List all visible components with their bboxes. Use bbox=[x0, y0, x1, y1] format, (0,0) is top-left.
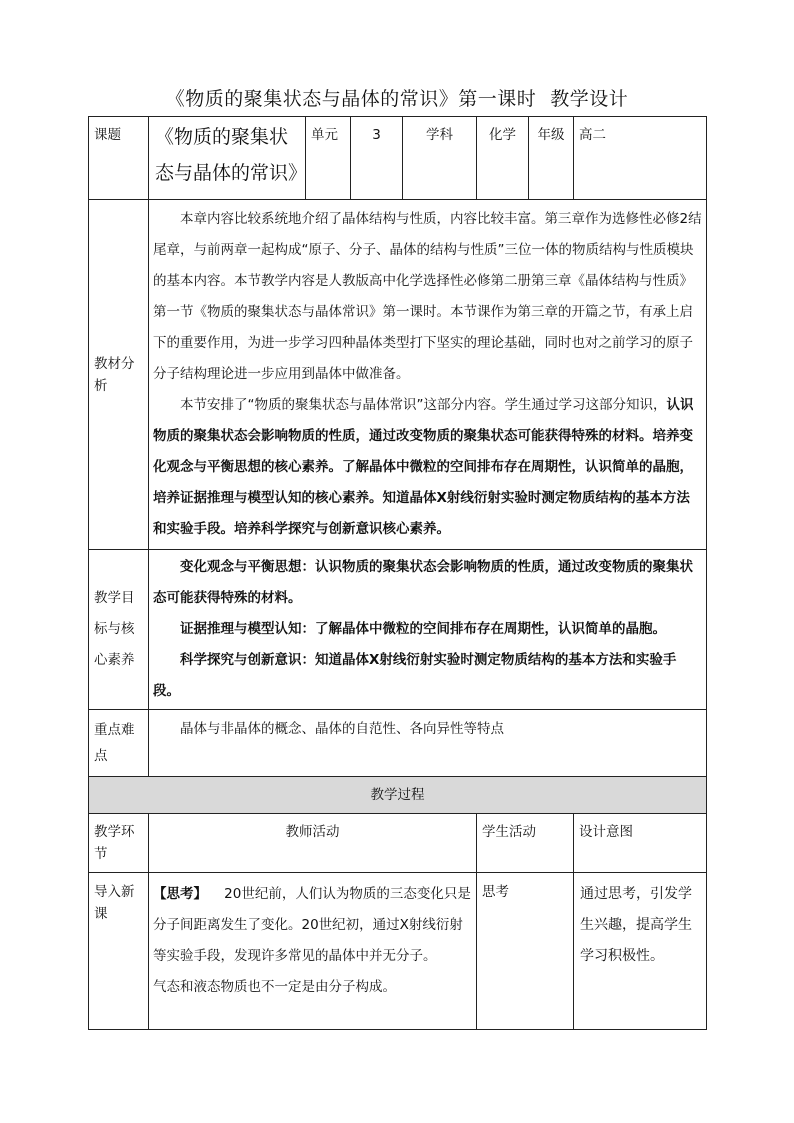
analysis-row bbox=[89, 200, 707, 550]
unit-value: 3 bbox=[372, 127, 381, 143]
label-subject: 学科 bbox=[426, 127, 454, 143]
lesson-plan-table bbox=[88, 116, 707, 1030]
key-text: 晶体与非晶体的概念、晶体的自范性、各向异性等特点 bbox=[180, 721, 504, 737]
header-row bbox=[89, 117, 707, 200]
analysis-para-2-bold: 认识物质的聚集状态会影响物质的性质，通过改变物质的聚集状态可能获得特殊的材料。培养变化观念与平衡思想的核心素养。了解晶体中微粒的空间排布存在周期性，认识简单的晶胞，培养证据推理与模型认知的核心素养。知道晶体X射线衍射实验时测定物质结构的基本方法和实验手段。培养科学探究与创新意识核心素养。 bbox=[153, 397, 694, 537]
process-title-row bbox=[89, 777, 707, 814]
label-unit: 单元 bbox=[311, 127, 339, 143]
goal-3: 科学探究与创新意识：知道晶体X射线衍射实验时测定物质结构的基本方法和实验手段。 bbox=[153, 652, 677, 699]
analysis-para-2-lead: 本节安排了“物质的聚集状态与晶体常识”这部分内容。学生通过学习这部分知识， bbox=[180, 397, 667, 413]
label-topic: 课题 bbox=[94, 127, 121, 143]
design-intent: 通过思考，引发学生兴趣，提高学生学习积极性。 bbox=[580, 886, 693, 964]
label-analysis: 教材分析 bbox=[94, 355, 135, 394]
label-goals: 教学目标与核心素养 bbox=[94, 590, 135, 668]
goal-1: 变化观念与平衡思想：认识物质的聚集状态会影响物质的性质，通过改变物质的聚集状态可能获得特殊的材料。 bbox=[153, 559, 693, 606]
think-tag: 【思考】 bbox=[153, 886, 207, 902]
stage-value: 导入新课 bbox=[94, 884, 135, 922]
col-teacher: 教师活动 bbox=[285, 824, 340, 840]
key-row bbox=[89, 710, 707, 777]
process-row bbox=[89, 873, 707, 1030]
process-header-row bbox=[89, 814, 707, 873]
teacher-text-1: 20世纪前，人们认为物质的三态变化只是分子间距离发生了变化。20世纪初，通过X射线衍射等实验手段，发现许多常见的晶体中并无分子。 bbox=[153, 886, 471, 964]
label-key: 重点难点 bbox=[94, 722, 135, 764]
label-grade: 年级 bbox=[537, 127, 565, 143]
goals-row bbox=[89, 550, 707, 710]
analysis-para-1: 本章内容比较系统地介绍了晶体结构与性质，内容比较丰富。第三章作为选修性必修2结尾章，与前两章一起构成“原子、分子、晶体的结构与性质”三位一体的物质结构与性质模块的基本内容。本节教学内容是人教版高中化学选择性必修第二册第三章《晶体结构与性质》第一节《物质的聚集状态与晶体常识》第一课时。本节课作为第三章的开篇之节，有承上启下的重要作用，为进一步学习四种晶体类型打下坚实的理论基础，同时也对之前学习的原子分子结构理论进一步应用到晶体中做准备。 bbox=[153, 211, 702, 382]
col-student: 学生活动 bbox=[482, 824, 537, 840]
page-title: 《物质的聚集状态与晶体的常识》第一课时 教学设计 bbox=[165, 88, 629, 110]
topic-value: 《物质的聚集状态与晶体的常识》 bbox=[155, 126, 308, 184]
process-title: 教学过程 bbox=[370, 787, 425, 803]
col-intent: 设计意图 bbox=[579, 824, 634, 840]
col-stage: 教学环节 bbox=[94, 824, 135, 862]
subject-value: 化学 bbox=[489, 127, 517, 143]
goal-2: 证据推理与模型认知：了解晶体中微粒的空间排布存在周期性，认识简单的晶胞。 bbox=[180, 621, 666, 637]
student-activity: 思考 bbox=[482, 884, 510, 900]
teacher-text-2: 气态和液态物质也不一定是由分子构成。 bbox=[153, 979, 396, 995]
grade-value: 高二 bbox=[579, 127, 607, 143]
